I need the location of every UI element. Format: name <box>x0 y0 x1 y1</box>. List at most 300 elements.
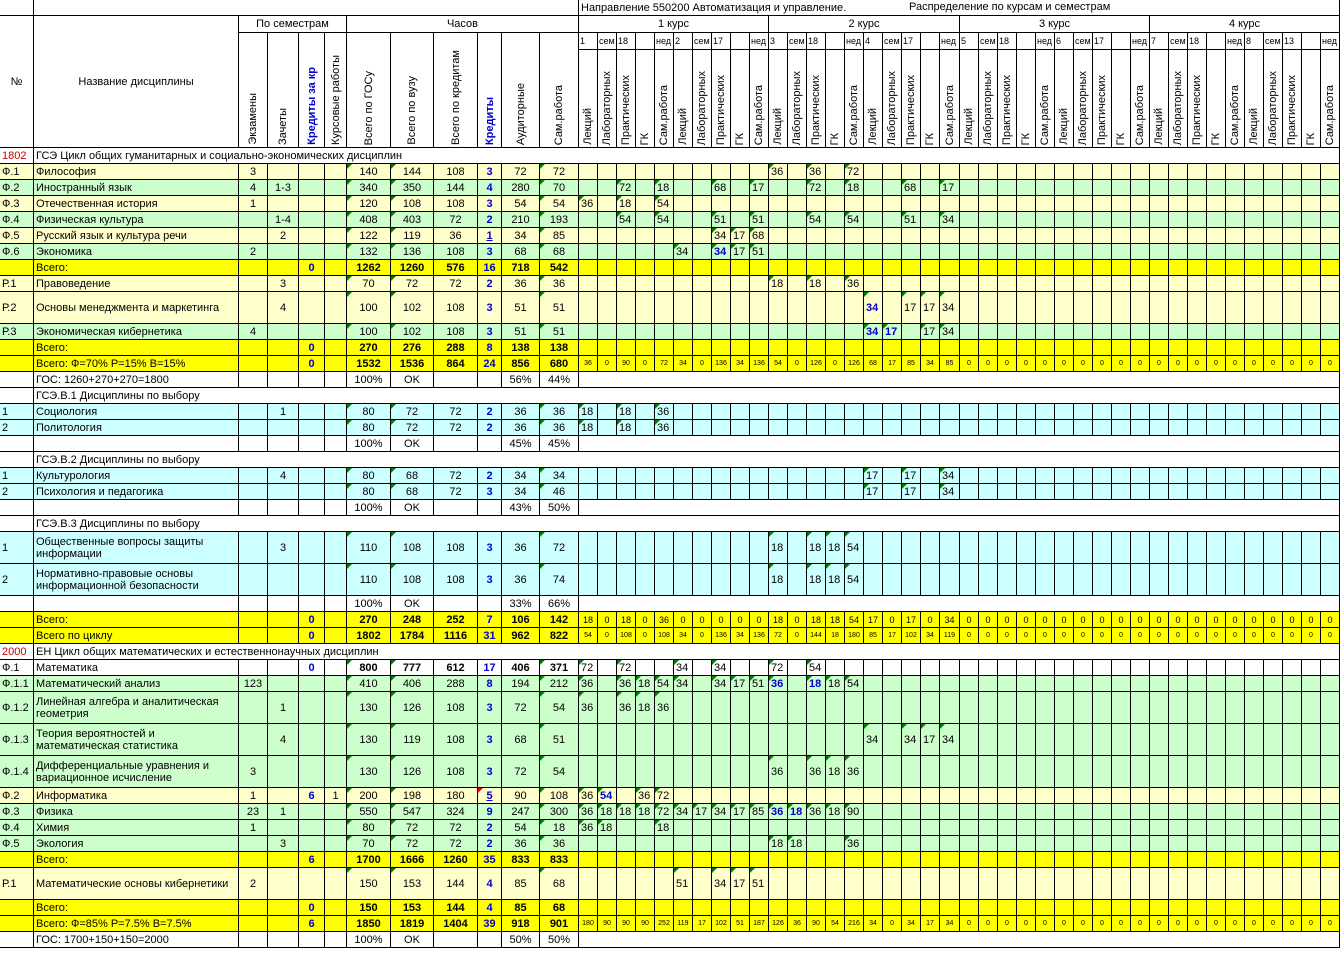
note-blank[interactable] <box>268 436 299 452</box>
row-sem-cell[interactable] <box>693 916 712 932</box>
row-sem-cell[interactable] <box>1207 212 1226 228</box>
row-sem-cell[interactable] <box>1188 916 1207 932</box>
row-total-gos[interactable] <box>347 900 391 916</box>
row-sem-cell[interactable] <box>693 324 712 340</box>
row-sem-cell[interactable] <box>712 164 731 180</box>
row-sem-cell[interactable] <box>712 212 731 228</box>
row-credits[interactable] <box>478 820 502 836</box>
row-sem-cell[interactable] <box>731 420 750 436</box>
row-sem-cell[interactable] <box>1112 676 1131 692</box>
header-sem-info[interactable] <box>712 33 731 50</box>
row-sem-cell[interactable] <box>1055 820 1074 836</box>
row-sem-cell[interactable] <box>674 292 693 324</box>
row-total-credits[interactable] <box>434 836 478 852</box>
row-sem-cell[interactable] <box>807 324 826 340</box>
row-sem-cell[interactable] <box>1074 420 1093 436</box>
row-sem-cell[interactable] <box>693 724 712 756</box>
row-self-work[interactable] <box>540 196 579 212</box>
row-credits-tests[interactable] <box>268 340 299 356</box>
row-auditory[interactable] <box>502 180 540 196</box>
row-sem-cell[interactable] <box>579 244 598 260</box>
row-sem-cell[interactable] <box>769 244 788 260</box>
row-sem-cell[interactable] <box>1074 564 1093 596</box>
row-sem-cell[interactable] <box>731 164 750 180</box>
row-sem-cell[interactable] <box>655 484 674 500</box>
row-sem-cell[interactable] <box>1283 660 1302 676</box>
row-sem-cell[interactable] <box>1112 900 1131 916</box>
row-sem-cell[interactable] <box>1131 900 1150 916</box>
row-credits-kr[interactable] <box>299 212 325 228</box>
row-sem-cell[interactable] <box>807 612 826 628</box>
row-sem-cell[interactable] <box>1112 468 1131 484</box>
row-sem-cell[interactable] <box>998 676 1017 692</box>
row-sem-cell[interactable] <box>807 260 826 276</box>
row-num[interactable] <box>0 788 34 804</box>
note-blank[interactable] <box>325 372 347 388</box>
row-self-work[interactable] <box>540 212 579 228</box>
header-num[interactable] <box>0 16 34 148</box>
row-credits-kr[interactable] <box>299 820 325 836</box>
row-sem-cell[interactable] <box>998 692 1017 724</box>
row-self-work[interactable] <box>540 916 579 932</box>
row-sem-cell[interactable] <box>579 276 598 292</box>
row-sem-cell[interactable] <box>864 628 883 644</box>
row-sem-cell[interactable] <box>1264 276 1283 292</box>
row-sem-cell[interactable] <box>960 564 979 596</box>
row-discipline-name[interactable] <box>34 212 239 228</box>
row-sem-cell[interactable] <box>807 900 826 916</box>
row-sem-cell[interactable] <box>1245 804 1264 820</box>
row-sem-cell[interactable] <box>617 180 636 196</box>
row-sem-cell[interactable] <box>1017 340 1036 356</box>
row-sem-cell[interactable] <box>1093 164 1112 180</box>
row-sem-cell[interactable] <box>655 404 674 420</box>
row-auditory[interactable] <box>502 868 540 900</box>
row-sem-cell[interactable] <box>693 660 712 676</box>
row-total-vuz[interactable] <box>391 692 434 724</box>
row-discipline-name[interactable] <box>34 692 239 724</box>
row-credits-kr[interactable] <box>299 420 325 436</box>
row-sem-cell[interactable] <box>579 724 598 756</box>
row-sem-cell[interactable] <box>1150 340 1169 356</box>
row-total-gos[interactable] <box>347 212 391 228</box>
row-sem-cell[interactable] <box>655 324 674 340</box>
row-sem-cell[interactable] <box>1074 164 1093 180</box>
row-sem-cell[interactable] <box>617 900 636 916</box>
row-sem-cell[interactable] <box>960 532 979 564</box>
header-sem-info[interactable] <box>1302 33 1321 50</box>
row-total-vuz[interactable] <box>391 724 434 756</box>
row-sem-cell[interactable] <box>1264 804 1283 820</box>
row-sem-cell[interactable] <box>883 660 902 676</box>
row-sem-cell[interactable] <box>960 196 979 212</box>
row-sem-cell[interactable] <box>1302 260 1321 276</box>
row-self-work[interactable] <box>540 852 579 868</box>
row-sem-cell[interactable] <box>921 868 940 900</box>
row-sem-cell[interactable] <box>807 676 826 692</box>
row-credits[interactable] <box>478 484 502 500</box>
row-sem-cell[interactable] <box>807 228 826 244</box>
row-sem-cell[interactable] <box>1036 852 1055 868</box>
row-sem-cell[interactable] <box>579 868 598 900</box>
row-sem-cell[interactable] <box>845 292 864 324</box>
row-sem-cell[interactable] <box>1112 788 1131 804</box>
row-self-work[interactable] <box>540 228 579 244</box>
row-sem-cell[interactable] <box>1150 612 1169 628</box>
row-sem-cell[interactable] <box>750 244 769 260</box>
row-sem-cell[interactable] <box>1131 612 1150 628</box>
row-sem-cell[interactable] <box>864 292 883 324</box>
row-sem-cell[interactable] <box>750 836 769 852</box>
row-sem-cell[interactable] <box>1112 612 1131 628</box>
row-sem-cell[interactable] <box>788 692 807 724</box>
row-sem-cell[interactable] <box>1112 804 1131 820</box>
row-sem-cell[interactable] <box>998 292 1017 324</box>
row-sem-cell[interactable] <box>731 484 750 500</box>
row-exams[interactable] <box>239 324 268 340</box>
row-sem-cell[interactable] <box>1283 756 1302 788</box>
row-sem-cell[interactable] <box>940 724 960 756</box>
row-sem-cell[interactable] <box>1264 404 1283 420</box>
row-sem-cell[interactable] <box>636 564 655 596</box>
row-sem-cell[interactable] <box>921 788 940 804</box>
row-credits[interactable] <box>478 836 502 852</box>
row-sem-cell[interactable] <box>1055 724 1074 756</box>
row-sem-cell[interactable] <box>826 260 845 276</box>
row-sem-cell[interactable] <box>750 260 769 276</box>
row-sem-cell[interactable] <box>940 228 960 244</box>
row-self-work[interactable] <box>540 788 579 804</box>
row-sem-cell[interactable] <box>769 180 788 196</box>
row-sem-cell[interactable] <box>921 532 940 564</box>
row-sem-cell[interactable] <box>1264 836 1283 852</box>
header-sem-info[interactable] <box>1036 33 1055 50</box>
row-sem-cell[interactable] <box>921 260 940 276</box>
row-sem-cell[interactable] <box>902 676 921 692</box>
row-course-works[interactable] <box>325 228 347 244</box>
row-exams[interactable] <box>239 292 268 324</box>
row-sem-cell[interactable] <box>845 788 864 804</box>
row-credits-tests[interactable] <box>268 724 299 756</box>
row-sem-cell[interactable] <box>750 804 769 820</box>
row-sem-cell[interactable] <box>1093 836 1112 852</box>
row-sem-cell[interactable] <box>998 900 1017 916</box>
row-sem-cell[interactable] <box>883 356 902 372</box>
row-sem-cell[interactable] <box>1188 244 1207 260</box>
row-sem-cell[interactable] <box>1169 420 1188 436</box>
row-sem-cell[interactable] <box>674 852 693 868</box>
row-sem-cell[interactable] <box>731 276 750 292</box>
row-auditory[interactable] <box>502 484 540 500</box>
row-sem-cell[interactable] <box>1131 276 1150 292</box>
row-sem-cell[interactable] <box>807 724 826 756</box>
row-total-credits[interactable] <box>434 228 478 244</box>
note-blank[interactable] <box>325 932 347 948</box>
row-sem-cell[interactable] <box>826 276 845 292</box>
row-sem-cell[interactable] <box>940 868 960 900</box>
row-sem-cell[interactable] <box>1264 324 1283 340</box>
row-sem-cell[interactable] <box>598 196 617 212</box>
row-sem-cell[interactable] <box>1226 628 1245 644</box>
row-sem-cell[interactable] <box>1112 836 1131 852</box>
row-sem-cell[interactable] <box>617 692 636 724</box>
row-total-credits[interactable] <box>434 868 478 900</box>
note-gos-pct[interactable] <box>347 932 391 948</box>
row-sem-cell[interactable] <box>750 788 769 804</box>
row-total-gos[interactable] <box>347 532 391 564</box>
row-sem-cell[interactable] <box>655 756 674 788</box>
row-sem-cell[interactable] <box>979 900 998 916</box>
row-sem-cell[interactable] <box>979 244 998 260</box>
row-sem-cell[interactable] <box>979 820 998 836</box>
header-sem-col[interactable] <box>1112 50 1131 148</box>
row-sem-cell[interactable] <box>960 244 979 260</box>
row-sem-cell[interactable] <box>1321 244 1340 260</box>
row-sem-cell[interactable] <box>1169 260 1188 276</box>
header-col-credits-tests[interactable] <box>268 33 299 148</box>
note-blank[interactable] <box>579 436 1340 452</box>
row-sem-cell[interactable] <box>1074 756 1093 788</box>
row-sem-cell[interactable] <box>1264 260 1283 276</box>
row-sem-cell[interactable] <box>1055 196 1074 212</box>
row-exams[interactable] <box>239 228 268 244</box>
row-sem-cell[interactable] <box>1074 212 1093 228</box>
row-sem-cell[interactable] <box>674 420 693 436</box>
note-vuz-ok[interactable] <box>391 372 434 388</box>
row-sem-cell[interactable] <box>655 228 674 244</box>
note-blank[interactable] <box>268 500 299 516</box>
row-sem-cell[interactable] <box>826 900 845 916</box>
row-sem-cell[interactable] <box>712 724 731 756</box>
row-sem-cell[interactable] <box>1207 228 1226 244</box>
row-sem-cell[interactable] <box>788 196 807 212</box>
row-exams[interactable] <box>239 788 268 804</box>
row-sem-cell[interactable] <box>1131 628 1150 644</box>
row-sem-cell[interactable] <box>921 228 940 244</box>
row-num[interactable] <box>0 820 34 836</box>
row-total-vuz[interactable] <box>391 212 434 228</box>
row-sem-cell[interactable] <box>1283 356 1302 372</box>
row-sem-cell[interactable] <box>960 724 979 756</box>
row-sem-cell[interactable] <box>1245 724 1264 756</box>
row-sem-cell[interactable] <box>960 356 979 372</box>
note-vuz-ok[interactable] <box>391 932 434 948</box>
row-sem-cell[interactable] <box>883 420 902 436</box>
row-exams[interactable] <box>239 868 268 900</box>
row-sem-cell[interactable] <box>845 420 864 436</box>
row-sem-cell[interactable] <box>1245 276 1264 292</box>
row-sem-cell[interactable] <box>1036 420 1055 436</box>
row-total-gos[interactable] <box>347 260 391 276</box>
row-sem-cell[interactable] <box>636 484 655 500</box>
row-sem-cell[interactable] <box>731 340 750 356</box>
row-sem-cell[interactable] <box>1321 788 1340 804</box>
row-sem-cell[interactable] <box>826 292 845 324</box>
row-num[interactable] <box>0 660 34 676</box>
row-credits-kr[interactable] <box>299 196 325 212</box>
row-sem-cell[interactable] <box>579 564 598 596</box>
row-sem-cell[interactable] <box>1150 868 1169 900</box>
note-num[interactable] <box>0 436 34 452</box>
row-sem-cell[interactable] <box>674 900 693 916</box>
row-sem-cell[interactable] <box>940 196 960 212</box>
row-sem-cell[interactable] <box>921 900 940 916</box>
row-sem-cell[interactable] <box>921 724 940 756</box>
row-self-work[interactable] <box>540 724 579 756</box>
row-sem-cell[interactable] <box>960 756 979 788</box>
header-sem-info[interactable] <box>1112 33 1131 50</box>
row-sem-cell[interactable] <box>902 404 921 420</box>
row-sem-cell[interactable] <box>1302 692 1321 724</box>
row-total-credits[interactable] <box>434 564 478 596</box>
row-sem-cell[interactable] <box>788 628 807 644</box>
header-sem-info[interactable] <box>731 33 750 50</box>
row-sem-cell[interactable] <box>731 404 750 420</box>
note-blank[interactable] <box>299 500 325 516</box>
row-sem-cell[interactable] <box>674 404 693 420</box>
row-exams[interactable] <box>239 276 268 292</box>
row-sem-cell[interactable] <box>979 404 998 420</box>
row-sem-cell[interactable] <box>769 228 788 244</box>
row-sem-cell[interactable] <box>979 180 998 196</box>
row-sem-cell[interactable] <box>788 276 807 292</box>
row-sem-cell[interactable] <box>979 692 998 724</box>
row-self-work[interactable] <box>540 324 579 340</box>
header-sem-info[interactable] <box>1093 33 1112 50</box>
row-sem-cell[interactable] <box>979 532 998 564</box>
row-sem-cell[interactable] <box>1188 628 1207 644</box>
row-sem-cell[interactable] <box>864 916 883 932</box>
row-total-credits[interactable] <box>434 804 478 820</box>
note-blank[interactable] <box>434 372 478 388</box>
row-sem-cell[interactable] <box>845 692 864 724</box>
row-sem-cell[interactable] <box>1302 852 1321 868</box>
row-sem-cell[interactable] <box>617 196 636 212</box>
header-sem-info[interactable] <box>1074 33 1093 50</box>
row-sem-cell[interactable] <box>598 260 617 276</box>
row-credits-tests[interactable] <box>268 276 299 292</box>
row-sem-cell[interactable] <box>712 404 731 420</box>
row-sem-cell[interactable] <box>1226 788 1245 804</box>
row-sem-cell[interactable] <box>1302 868 1321 900</box>
row-auditory[interactable] <box>502 676 540 692</box>
row-credits-tests[interactable] <box>268 212 299 228</box>
row-sem-cell[interactable] <box>1226 836 1245 852</box>
row-credits-tests[interactable] <box>268 420 299 436</box>
row-sem-cell[interactable] <box>1188 420 1207 436</box>
row-sem-cell[interactable] <box>769 196 788 212</box>
row-sem-cell[interactable] <box>1302 356 1321 372</box>
row-sem-cell[interactable] <box>1207 244 1226 260</box>
header-sem-col[interactable] <box>674 50 693 148</box>
header-sem-info[interactable] <box>1207 33 1226 50</box>
row-sem-cell[interactable] <box>655 660 674 676</box>
header-sem-col[interactable] <box>712 50 731 148</box>
row-sem-cell[interactable] <box>1112 484 1131 500</box>
row-sem-cell[interactable] <box>1321 900 1340 916</box>
row-total-vuz[interactable] <box>391 788 434 804</box>
row-sem-cell[interactable] <box>769 420 788 436</box>
row-self-work[interactable] <box>540 692 579 724</box>
header-sem-info[interactable] <box>979 33 998 50</box>
row-auditory[interactable] <box>502 196 540 212</box>
row-sem-cell[interactable] <box>1245 836 1264 852</box>
row-credits-tests[interactable] <box>268 244 299 260</box>
row-sem-cell[interactable] <box>1036 292 1055 324</box>
row-sem-cell[interactable] <box>921 420 940 436</box>
note-vuz-ok[interactable] <box>391 500 434 516</box>
row-course-works[interactable] <box>325 804 347 820</box>
row-sem-cell[interactable] <box>1150 196 1169 212</box>
row-credits-tests[interactable] <box>268 612 299 628</box>
row-sem-cell[interactable] <box>1188 468 1207 484</box>
row-sem-cell[interactable] <box>636 628 655 644</box>
row-sem-cell[interactable] <box>1302 564 1321 596</box>
row-sem-cell[interactable] <box>674 916 693 932</box>
row-sem-cell[interactable] <box>1226 724 1245 756</box>
row-sem-cell[interactable] <box>750 276 769 292</box>
row-sem-cell[interactable] <box>1169 196 1188 212</box>
row-sem-cell[interactable] <box>769 692 788 724</box>
row-auditory[interactable] <box>502 820 540 836</box>
row-sem-cell[interactable] <box>1150 164 1169 180</box>
row-credits-tests[interactable] <box>268 164 299 180</box>
row-sem-cell[interactable] <box>960 164 979 180</box>
row-credits-kr[interactable] <box>299 660 325 676</box>
row-sem-cell[interactable] <box>674 724 693 756</box>
row-sem-cell[interactable] <box>617 628 636 644</box>
note-blank[interactable] <box>239 932 268 948</box>
row-sem-cell[interactable] <box>960 836 979 852</box>
row-sem-cell[interactable] <box>1074 804 1093 820</box>
row-sem-cell[interactable] <box>979 212 998 228</box>
row-total-gos[interactable] <box>347 564 391 596</box>
row-sem-cell[interactable] <box>655 340 674 356</box>
row-total-vuz[interactable] <box>391 916 434 932</box>
row-sem-cell[interactable] <box>579 404 598 420</box>
row-sem-cell[interactable] <box>883 468 902 484</box>
row-sem-cell[interactable] <box>1188 836 1207 852</box>
row-sem-cell[interactable] <box>921 244 940 260</box>
row-sem-cell[interactable] <box>1169 244 1188 260</box>
row-sem-cell[interactable] <box>579 356 598 372</box>
row-sem-cell[interactable] <box>674 756 693 788</box>
row-sem-cell[interactable] <box>1093 180 1112 196</box>
row-sem-cell[interactable] <box>1055 660 1074 676</box>
row-sem-cell[interactable] <box>845 836 864 852</box>
row-sem-cell[interactable] <box>1226 804 1245 820</box>
row-sem-cell[interactable] <box>998 420 1017 436</box>
row-sem-cell[interactable] <box>1264 820 1283 836</box>
row-sem-cell[interactable] <box>826 228 845 244</box>
row-sem-cell[interactable] <box>750 756 769 788</box>
row-credits-kr[interactable] <box>299 692 325 724</box>
row-sem-cell[interactable] <box>674 196 693 212</box>
row-sem-cell[interactable] <box>1302 916 1321 932</box>
row-discipline-name[interactable] <box>34 340 239 356</box>
row-sem-cell[interactable] <box>579 228 598 244</box>
row-sem-cell[interactable] <box>1150 836 1169 852</box>
row-sem-cell[interactable] <box>902 356 921 372</box>
row-sem-cell[interactable] <box>598 292 617 324</box>
row-exams[interactable] <box>239 836 268 852</box>
row-sem-cell[interactable] <box>1112 628 1131 644</box>
row-sem-cell[interactable] <box>1321 404 1340 420</box>
row-sem-cell[interactable] <box>845 484 864 500</box>
row-sem-cell[interactable] <box>998 164 1017 180</box>
header-sem-info[interactable] <box>960 33 979 50</box>
row-total-vuz[interactable] <box>391 532 434 564</box>
